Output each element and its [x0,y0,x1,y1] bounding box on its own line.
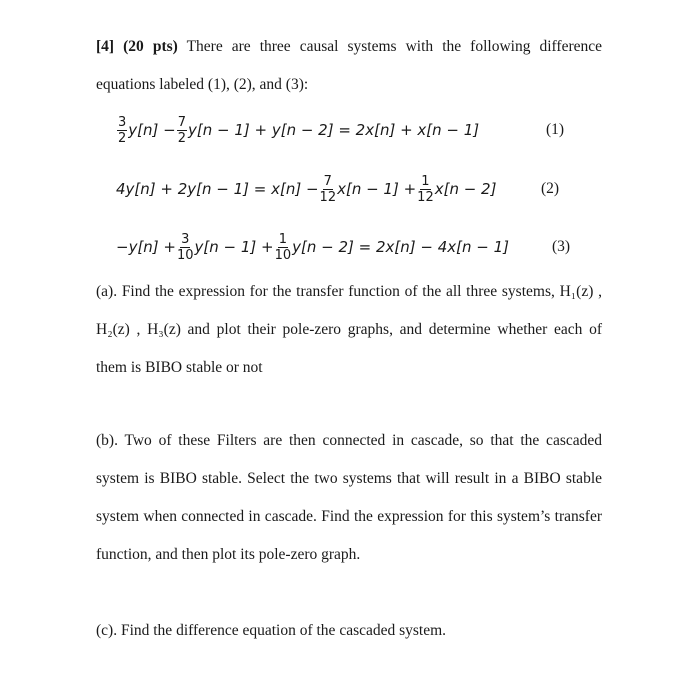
equation-term: y[n − 1] + y[n − 2] = 2x[n] + x[n − 1] [188,121,480,139]
equation-term: x[n − 2] [434,180,497,198]
fraction: $\frac{7}{2}$ [177,114,186,146]
equation-term: y[n − 2] = 2x[n] − 4x[n − 1] [292,238,510,256]
part-b: (b). Two of these Filters are then connected in cascade, so that the cascaded system is BIBO stable. Select the two systems that will result in a BIBO stable system when connected in cascade. Find the expression for this system’s transfer function, and then plot its pole-zero graph. [96,432,602,563]
fraction: $\frac{1}{10}$ [274,231,292,263]
part-c: (c). Find the difference equation of the cascaded system. [96,622,447,639]
equation-2 [116,169,496,209]
equation-label-2: (2) [541,180,560,197]
fraction: $\frac{1}{12}$ [417,173,434,205]
fraction: $\frac{3}{10}$ [177,231,194,263]
equation-label-3: (3) [552,238,571,255]
equation-term: 4y[n] + 2y[n − 1] = x[n] − [116,180,319,198]
equation-label-1: (1) [546,121,565,138]
fraction: $\frac{7}{12}$ [319,173,337,205]
part-a: (a). Find the expression for the transfer function of the all three systems, H₁(z) , H₂(z) , H₃(z) and plot their pole-zero graphs, and determine whether each of them is BIBO stable or not [96,283,602,376]
equation-1 [116,110,479,150]
problem-statement [96,28,602,104]
equation-3 [116,227,509,267]
fraction: $\frac{3}{2}$ [118,114,127,146]
problem-intro: There are three causal systems with the following difference equations labeled (1), (2), and (3): [96,38,603,93]
equation-term: x[n − 1] + [337,180,417,198]
equation-term: y[n − 1] + [194,238,274,256]
equation-term: −y[n] + [116,238,176,256]
problem-points: (20 pts) [123,38,178,55]
equation-term: y[n] − [128,121,176,139]
problem-number: [4] [96,38,115,55]
